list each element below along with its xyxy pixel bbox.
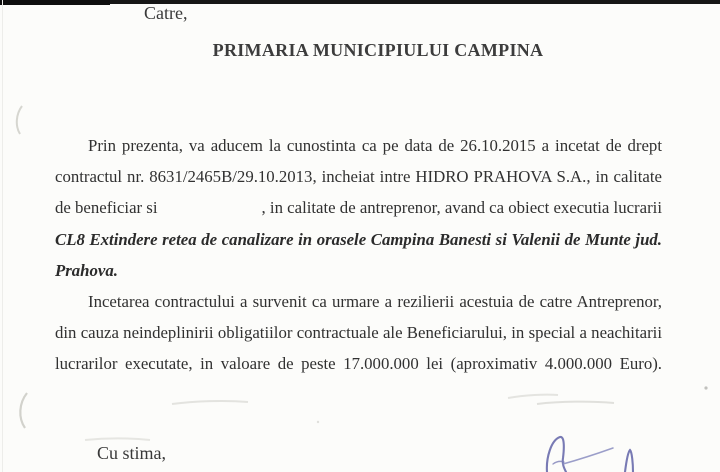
work-title-line: CL8 Extindere retea de canalizare in orasele Campina Banesti si Valenii de Munte jud. xyxy=(55,229,662,249)
work-title-line: Prahova. xyxy=(55,260,118,280)
body-line: Incetarea contractului a survenit ca urmare a rezilierii acestuia de catre Antreprenor, xyxy=(88,291,662,311)
body-line: contractul nr. 8631/2465B/29.10.2013, incheiat intre HIDRO PRAHOVA S.A., in calitate xyxy=(55,167,662,187)
salutation-text: Catre, xyxy=(144,3,188,23)
body-line-redacted xyxy=(55,192,662,223)
recipient-heading: PRIMARIA MUNICIPIULUI CAMPINA xyxy=(212,40,544,60)
body-line: Prin prezenta, va aducem la cunostinta ca pe data de 26.10.2015 a incetat de drept xyxy=(88,136,662,155)
body-line: din cauza neindeplinirii obligatiilor contractuale ale Beneficiarului, in special a neachitarii xyxy=(55,323,662,343)
handwritten-signature xyxy=(533,418,648,472)
body-line: lucrarilor executate, in valoare de peste 17.000.000 lei (aproximativ 4.000.000 Euro). xyxy=(55,354,662,374)
redacted-line-right: , in calitate de antreprenor, avand ca obiect executia lucrarii xyxy=(261,198,662,218)
redacted-line-left: de beneficiar si xyxy=(55,198,158,218)
redacted-blank-space xyxy=(158,192,262,223)
letter-body xyxy=(55,130,662,380)
scan-edge-artifact-left xyxy=(2,0,3,472)
closing-text: Cu stima, xyxy=(97,443,167,463)
scan-edge-artifact-top-left xyxy=(0,0,110,5)
